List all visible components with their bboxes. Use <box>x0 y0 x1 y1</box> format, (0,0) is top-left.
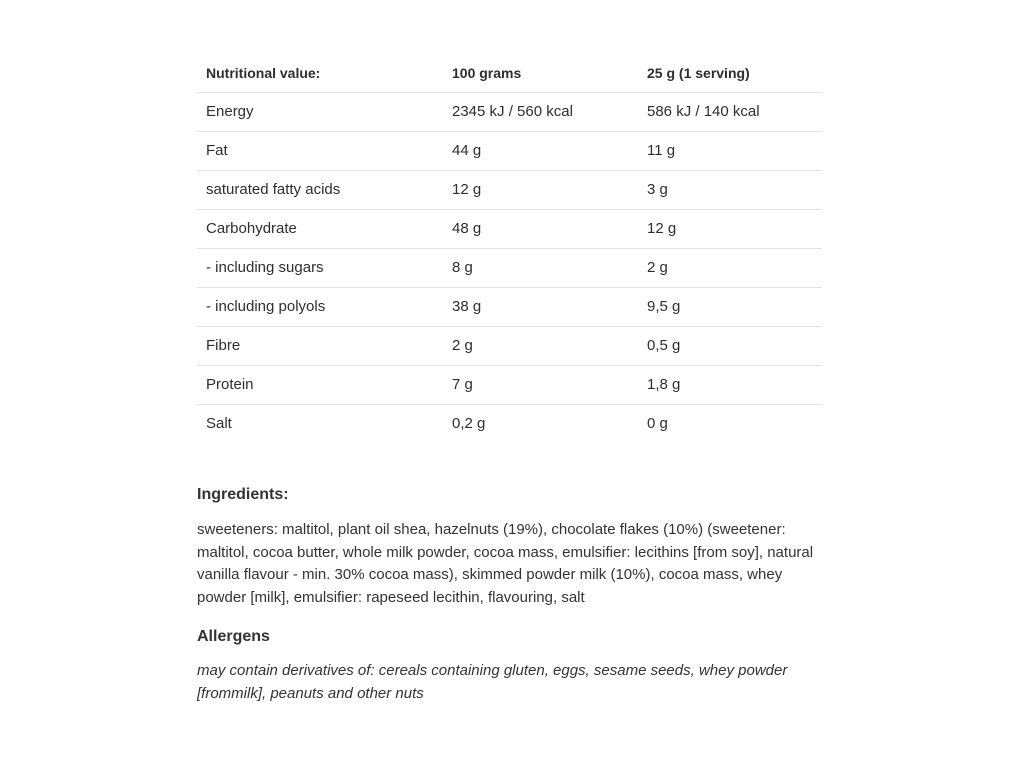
row-sugars-100: 8 g <box>443 248 638 287</box>
row-fibre-100: 2 g <box>443 326 638 365</box>
row-fat-100: 44 g <box>443 131 638 170</box>
row-salt-serving: 0 g <box>647 415 668 433</box>
nutrition-table <box>197 54 822 443</box>
row-polyols-100: 38 g <box>443 287 638 326</box>
row-sugars-serving: 2 g <box>638 248 822 287</box>
table-row <box>197 131 822 170</box>
row-carbohydrate-serving: 12 g <box>638 209 822 248</box>
row-energy-name: Energy <box>197 92 443 131</box>
table-row <box>197 209 822 248</box>
row-protein-name: Protein <box>197 365 443 404</box>
row-saturated-100: 12 g <box>443 170 638 209</box>
allergens-text: may contain derivatives of: cereals containing gluten, eggs, sesame seeds, whey powder [frommilk], peanuts and other nuts <box>197 662 788 702</box>
row-fibre-serving: 0,5 g <box>638 326 822 365</box>
header-per-serving: 25 g (1 serving) <box>638 54 822 92</box>
table-row <box>197 365 822 404</box>
table-row <box>197 170 822 209</box>
row-fat-serving: 11 g <box>638 131 822 170</box>
ingredients-heading: Ingredients: <box>197 486 289 503</box>
header-nutritional-value: Nutritional value: <box>197 54 443 92</box>
table-row <box>197 92 822 131</box>
ingredients-text: sweeteners: maltitol, plant oil shea, hazelnuts (19%), chocolate flakes (10%) (sweetener: maltitol, cocoa butter, whole milk powder, cocoa mass, emulsifier: lecithins [from soy], natural vanilla flavour - min. 30% cocoa mass), skimmed powder milk (10%), cocoa mass, whey powder [milk], emulsifier: rapeseed lecithin, flavouring, salt <box>197 521 814 606</box>
row-polyols-serving: 9,5 g <box>638 287 822 326</box>
allergens-heading: Allergens <box>197 628 270 645</box>
row-sugars-name: - including sugars <box>197 248 443 287</box>
table-row <box>197 248 822 287</box>
row-energy-100: 2345 kJ / 560 kcal <box>443 92 638 131</box>
row-salt-name: Salt <box>206 415 232 433</box>
row-saturated-name: saturated fatty acids <box>197 170 443 209</box>
table-row <box>197 404 822 443</box>
row-energy-serving: 586 kJ / 140 kcal <box>638 92 822 131</box>
row-polyols-name: - including polyols <box>197 287 443 326</box>
row-fat-name: Fat <box>197 131 443 170</box>
row-saturated-serving: 3 g <box>638 170 822 209</box>
table-header-row <box>197 54 822 92</box>
table-row <box>197 287 822 326</box>
header-100-grams: 100 grams <box>443 54 638 92</box>
row-carbohydrate-name: Carbohydrate <box>197 209 443 248</box>
row-protein-serving: 1,8 g <box>638 365 822 404</box>
row-protein-100: 7 g <box>443 365 638 404</box>
product-info <box>197 54 822 702</box>
row-salt-100: 0,2 g <box>452 415 486 433</box>
row-fibre-name: Fibre <box>197 326 443 365</box>
row-carbohydrate-100: 48 g <box>443 209 638 248</box>
table-row <box>197 326 822 365</box>
